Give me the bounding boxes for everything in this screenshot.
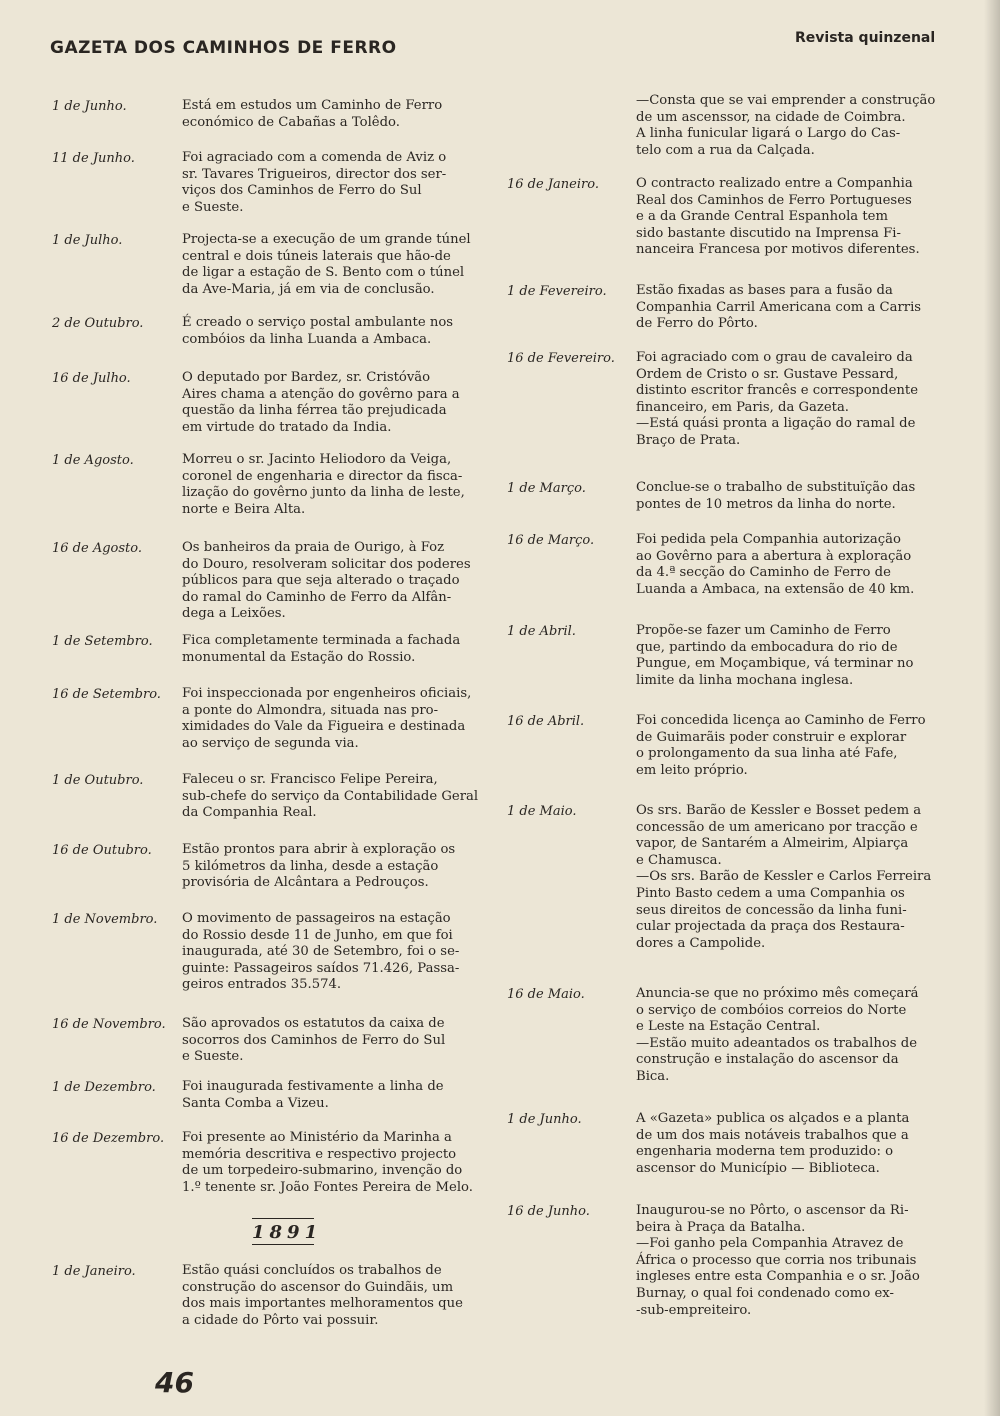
entry-text: Foi concedida licença ao Caminho de Ferro de Guimarãis poder construir e explorar o prolongamento da sua linha até Fafe, em leito próprio. (636, 713, 926, 778)
entry-date: 16 de Julho. (52, 371, 131, 386)
entry-text: Morreu o sr. Jacinto Heliodoro da Veiga, coronel de engenharia e director da fisca- lização do govêrno junto da linha de leste, norte e Beira Alta. (182, 452, 465, 517)
entry-date: 16 de Maio. (507, 987, 585, 1002)
entry-date: 16 de Setembro. (52, 687, 161, 702)
entry-text: Inaugurou-se no Pôrto, o ascensor da Ri- beira à Praça da Batalha. —Foi ganho pela Companhia Atravez de África o processo que corria nos tribunais ingleses entre esta Companhia e o sr. João Burnay, o qual foi condenado como ex- -sub-empreiteiro. (636, 1203, 920, 1318)
entry-date: 16 de Abril. (507, 714, 585, 729)
entry-text: Foi inspeccionada por engenheiros oficiais, a ponte do Almondra, situada nas pro- ximidades do Vale da Figueira e destinada ao serviço de segunda via. (182, 686, 472, 751)
entry-text: Conclue-se o trabalho de substituïção das pontes de 10 metros da linha do norte. (636, 480, 916, 512)
entry-date: 1 de Outubro. (52, 773, 144, 788)
entry-date: 16 de Janeiro. (507, 177, 599, 192)
entry-date: 16 de Fevereiro. (507, 351, 615, 366)
entry-date: 1 de Junho. (52, 99, 127, 114)
entry-text: O movimento de passageiros na estação do Rossio desde 11 de Junho, em que foi inaugurada, até 30 de Setembro, foi o se- guinte: Passageiros saídos 71.426, Passa- geiros entrados 35.574. (182, 911, 460, 993)
entry-text: Estão fixadas as bases para a fusão da Companhia Carril Americana com a Carris de Ferro do Pôrto. (636, 283, 922, 332)
entry-date: 1 de Janeiro. (52, 1264, 136, 1279)
entry-date: 1 de Novembro. (52, 912, 158, 927)
year-heading: 1891 (252, 1218, 314, 1245)
entry-date: 1 de Dezembro. (52, 1080, 156, 1095)
entry-date: 1 de Julho. (52, 233, 123, 248)
entry-date: 2 de Outubro. (52, 316, 144, 331)
entry-text: Está em estudos um Caminho de Ferro económico de Cabañas a Tolêdo. (182, 98, 443, 130)
entry-date: 1 de Junho. (507, 1112, 582, 1127)
journal-subtitle: Revista quinzenal (795, 30, 936, 46)
entry-text: Foi agraciado com a comenda de Aviz o sr. Tavares Trigueiros, director dos ser- viços dos Caminhos de Ferro do Sul e Sueste. (182, 150, 447, 215)
journal-title: GAZETA DOS CAMINHOS DE FERRO (50, 38, 397, 58)
entry-date: 16 de Agosto. (52, 541, 142, 556)
entry-text: —Consta que se vai emprender a construção de um ascenssor, na cidade de Coimbra. A linha funicular ligará o Largo do Cas- telo com a rua da Calçada. (636, 93, 936, 158)
entry-text: Foi agraciado com o grau de cavaleiro da Ordem de Cristo o sr. Gustave Pessard, distinto escritor francês e correspondente financeiro, em Paris, da Gazeta. —Está quási pronta a ligação do ramal de Braço de Prata. (636, 350, 918, 448)
entry-text: Foi pedida pela Companhia autorização ao Govêrno para a abertura à exploração da 4.ª secção do Caminho de Ferro de Luanda a Ambaca, na extensão de 40 km. (636, 532, 915, 597)
entry-text: Anuncia-se que no próximo mês começará o serviço de combóios correios do Norte e Leste na Estação Central. —Estão muito adeantados os trabalhos de construção e instalação do ascensor da Bica. (636, 986, 919, 1084)
entry-text: Foi presente ao Ministério da Marinha a memória descritiva e respectivo projecto de um torpedeiro-submarino, invenção do 1.º tenente sr. João Fontes Pereira de Melo. (182, 1130, 473, 1195)
entry-text: A «Gazeta» publica os alçados e a planta de um dos mais notáveis trabalhos que a engenharia moderna tem produzido: o ascensor do Município — Biblioteca. (636, 1111, 910, 1176)
entry-date: 16 de Outubro. (52, 843, 152, 858)
entry-date: 1 de Fevereiro. (507, 284, 607, 299)
entry-text: Faleceu o sr. Francisco Felipe Pereira, sub-chefe do serviço da Contabilidade Geral da Companhia Real. (182, 772, 479, 821)
entry-text: São aprovados os estatutos da caixa de socorros dos Caminhos de Ferro do Sul e Sueste. (182, 1016, 446, 1065)
entry-text: Propõe-se fazer um Caminho de Ferro que, partindo da embocadura do rio de Pungue, em Moçambique, vá terminar no limite da linha mochana inglesa. (636, 623, 914, 688)
entry-date: 1 de Abril. (507, 624, 576, 639)
entry-date: 11 de Junho. (52, 151, 135, 166)
entry-text: É creado o serviço postal ambulante nos combóios da linha Luanda a Ambaca. (182, 315, 454, 347)
entry-text: O contracto realizado entre a Companhia Real dos Caminhos de Ferro Portugueses e a da Grande Central Espanhola tem sido bastante discutido na Imprensa Fi- nanceira Francesa por motivos diferentes. (636, 176, 920, 258)
entry-date: 1 de Agosto. (52, 453, 134, 468)
entry-date: 1 de Maio. (507, 804, 577, 819)
entry-date: 1 de Setembro. (52, 634, 153, 649)
entry-text: O deputado por Bardez, sr. Cristóvão Aires chama a atenção do govêrno para a questão da linha férrea tão prejudicada em virtude do tratado da India. (182, 370, 460, 435)
entry-date: 16 de Junho. (507, 1204, 590, 1219)
entry-text: Os banheiros da praia de Ourigo, à Foz do Douro, resolveram solicitar dos poderes públicos para que seja alterado o traçado do ramal do Caminho de Ferro da Alfân- dega a Leixões. (182, 540, 471, 622)
entry-text: Os srs. Barão de Kessler e Bosset pedem a concessão de um americano por tracção e vapor, de Santarém a Almeirim, Alpiarça e Chamusca. —Os srs. Barão de Kessler e Carlos Ferreira Pinto Basto cedem a uma Companhia os seus direitos de concessão da linha funi- cular projectada da praça dos Restaura- dores a Campolide. (636, 803, 932, 951)
page-number: 46 (155, 1366, 194, 1399)
entry-text: Foi inaugurada festivamente a linha de Santa Comba a Vizeu. (182, 1079, 444, 1111)
entry-date: 16 de Março. (507, 533, 595, 548)
page-gutter-shadow (984, 0, 1000, 1416)
entry-text: Estão prontos para abrir à exploração os 5 kilómetros da linha, desde a estação provisória de Alcântara a Pedrouços. (182, 842, 456, 891)
entry-date: 16 de Novembro. (52, 1017, 166, 1032)
entry-text: Fica completamente terminada a fachada monumental da Estação do Rossio. (182, 633, 461, 665)
entry-date: 16 de Dezembro. (52, 1131, 165, 1146)
entry-date: 1 de Março. (507, 481, 586, 496)
entry-text: Projecta-se a execução de um grande túnel central e dois túneis laterais que hão-de de ligar a estação de S. Bento com o túnel da Ave-Maria, já em via de conclusão. (182, 232, 471, 297)
entry-text: Estão quási concluídos os trabalhos de construção do ascensor do Guindãis, um dos mais importantes melhoramentos que a cidade do Pôrto vai possuir. (182, 1263, 463, 1328)
